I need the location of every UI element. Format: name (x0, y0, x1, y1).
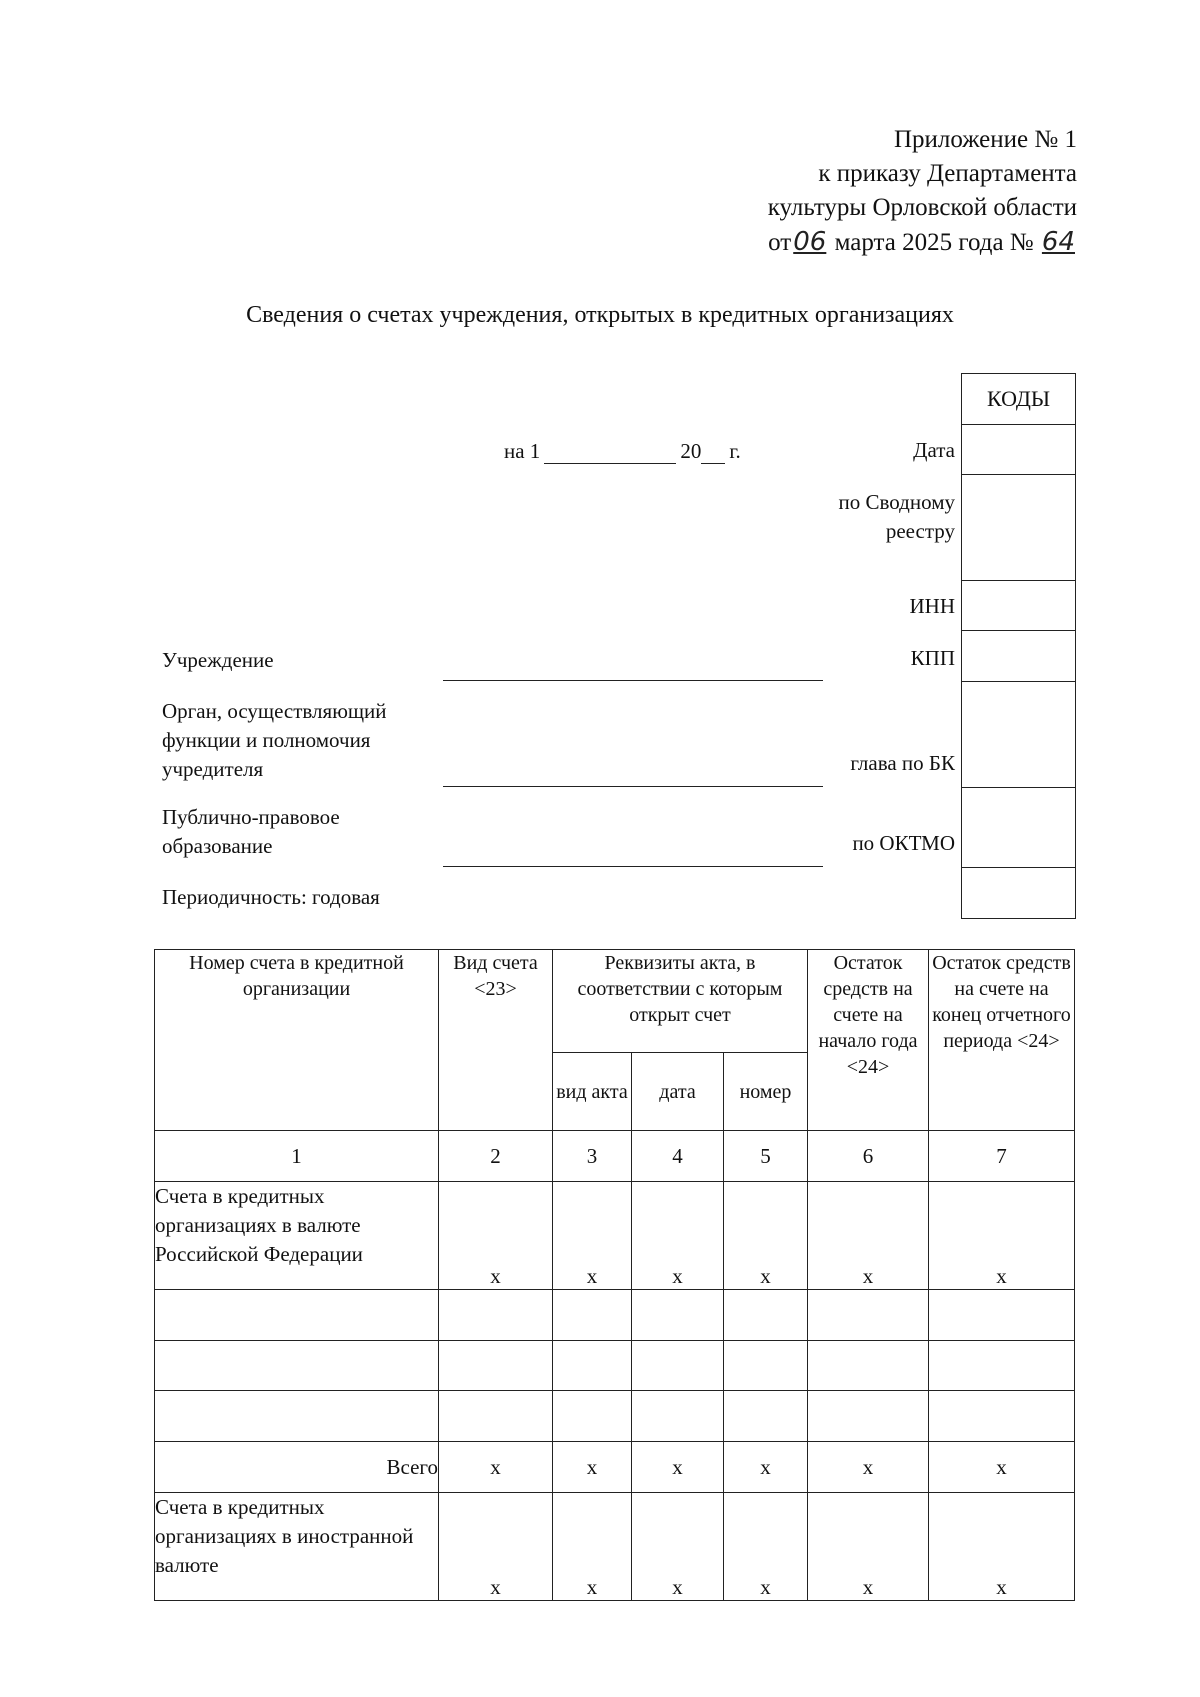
x-mark: x (439, 1442, 553, 1493)
x-mark: x (929, 1182, 1075, 1290)
x-mark: x (439, 1182, 553, 1290)
table-cell (439, 1391, 553, 1442)
header-act-details: Реквизиты акта, в соответствии с которым открыт счет (553, 950, 808, 1053)
codes-box (961, 373, 1076, 919)
year-blank (701, 442, 725, 464)
section-label-rub: Счета в кредитных организациях в валюте Российской Федерации (155, 1182, 439, 1290)
table-cell (929, 1290, 1075, 1341)
table-cell (808, 1391, 929, 1442)
code-cell-periodicity (962, 868, 1075, 919)
report-date-line: на 1 20 г. (504, 439, 741, 463)
code-label-date: Дата (913, 438, 955, 462)
total-label: Всего (155, 1442, 439, 1493)
field-label-institution: Учреждение (162, 648, 274, 672)
section-row-foreign (155, 1493, 1075, 1601)
field-label-periodicity: Периодичность: годовая (162, 885, 380, 909)
table-cell (553, 1290, 632, 1341)
table-row-empty (155, 1290, 1075, 1341)
table-cell (155, 1290, 439, 1341)
table-cell (929, 1391, 1075, 1442)
accounts-table (154, 949, 1075, 1601)
table-cell (724, 1391, 808, 1442)
table-cell (632, 1290, 724, 1341)
code-cell-kpp (962, 631, 1075, 682)
table-cell (155, 1391, 439, 1442)
table-cell (439, 1341, 553, 1391)
section-row-rub (155, 1182, 1075, 1290)
section-label-foreign: Счета в кредитных организациях в иностранной валюте (155, 1493, 439, 1601)
code-label-oktmo: по ОКТМО (852, 831, 955, 855)
appendix-department: культуры Орловской области (767, 194, 1077, 221)
appendix-number: Приложение № 1 (893, 126, 1077, 153)
field-line-entity (443, 866, 823, 867)
table-cell (808, 1290, 929, 1341)
table-cell (553, 1341, 632, 1391)
table-cell (439, 1290, 553, 1341)
column-number: 1 (155, 1131, 439, 1182)
table-cell (724, 1290, 808, 1341)
handwritten-day: 06 (793, 227, 827, 257)
x-mark: x (553, 1442, 632, 1493)
header-act-date: дата (632, 1053, 724, 1131)
x-mark: x (724, 1493, 808, 1601)
column-number: 4 (632, 1131, 724, 1182)
column-number: 3 (553, 1131, 632, 1182)
x-mark: x (553, 1493, 632, 1601)
codes-header: КОДЫ (962, 374, 1075, 425)
appendix-order-ref: к приказу Департамента (818, 160, 1077, 187)
total-row (155, 1442, 1075, 1493)
table-cell (808, 1341, 929, 1391)
code-cell-date (962, 425, 1075, 475)
x-mark: x (553, 1182, 632, 1290)
table-cell (929, 1341, 1075, 1391)
header-balance-end: Остаток средств на счете на конец отчетного периода <24> (929, 950, 1075, 1131)
code-cell-glava (962, 682, 1075, 788)
code-cell-inn (962, 581, 1075, 631)
table-row-empty (155, 1341, 1075, 1391)
column-number: 5 (724, 1131, 808, 1182)
field-label-entity: Публично-правовое образование (162, 805, 340, 858)
column-number: 2 (439, 1131, 553, 1182)
x-mark: x (724, 1442, 808, 1493)
header-account-type: Вид счета <23> (439, 950, 553, 1131)
column-number: 6 (808, 1131, 929, 1182)
code-label-registry: по Сводному реестру (838, 490, 955, 543)
code-label-inn: ИНН (909, 594, 955, 618)
appendix-header (768, 123, 1077, 260)
x-mark: x (632, 1493, 724, 1601)
header-act-number: номер (724, 1053, 808, 1131)
x-mark: x (808, 1493, 929, 1601)
table-cell (553, 1391, 632, 1442)
header-act-type: вид акта (553, 1053, 632, 1131)
x-mark: x (632, 1442, 724, 1493)
code-label-kpp: КПП (910, 646, 955, 670)
table-cell (632, 1391, 724, 1442)
code-cell-oktmo (962, 788, 1075, 868)
field-line-institution (443, 680, 823, 681)
x-mark: x (929, 1442, 1075, 1493)
x-mark: x (439, 1493, 553, 1601)
x-mark: x (724, 1182, 808, 1290)
column-number: 7 (929, 1131, 1075, 1182)
table-row-empty (155, 1391, 1075, 1442)
handwritten-order-number: 64 (1041, 227, 1075, 257)
x-mark: x (929, 1493, 1075, 1601)
month-blank (544, 442, 676, 464)
x-mark: x (632, 1182, 724, 1290)
code-cell-registry (962, 475, 1075, 581)
table-cell (155, 1341, 439, 1391)
column-number-row (155, 1131, 1075, 1182)
x-mark: x (808, 1442, 929, 1493)
field-label-founder: Орган, осуществляющий функции и полномочия учредителя (162, 699, 387, 781)
table-cell (724, 1341, 808, 1391)
appendix-date-line: от06 марта 2025 года № 64 (768, 227, 1075, 257)
header-balance-start: Остаток средств на счете на начало года <24> (808, 950, 929, 1131)
header-account-number: Номер счета в кредитной организации (155, 950, 439, 1131)
code-label-glava: глава по БК (850, 751, 955, 775)
field-line-founder (443, 786, 823, 787)
table-cell (632, 1341, 724, 1391)
x-mark: x (808, 1182, 929, 1290)
document-title: Сведения о счетах учреждения, открытых в кредитных организациях (246, 302, 954, 328)
